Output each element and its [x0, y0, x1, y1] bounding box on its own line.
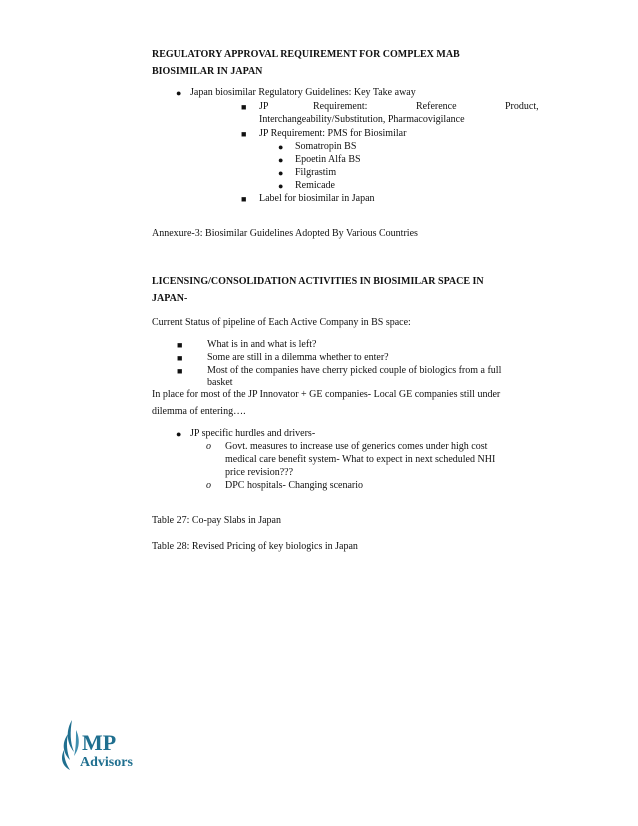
bullet-text: JP specific hurdles and drivers- — [190, 428, 316, 439]
sub-bullet-text-part: Product, — [505, 101, 539, 112]
sub-bullet-text-part: JP — [259, 101, 269, 112]
section-heading-line1: REGULATORY APPROVAL REQUIREMENT FOR COMPLEX MAB — [152, 49, 460, 60]
bullet-dot-icon: ● — [278, 168, 284, 178]
sub-bullet-text: JP Requirement: PMS for Biosimilar — [259, 128, 407, 139]
sub-bullet-text: Label for biosimilar in Japan — [259, 193, 375, 204]
bullet-dot-icon: ● — [278, 155, 284, 165]
logo-text-mp: MP — [82, 730, 117, 755]
bullet-dot-icon: ● — [176, 88, 182, 98]
section-heading-line1: LICENSING/CONSOLIDATION ACTIVITIES IN BIOSIMILAR SPACE IN — [152, 276, 484, 287]
bullet-dot-icon: ● — [278, 181, 284, 191]
bullet-text: Japan biosimilar Regulatory Guidelines: Key Take away — [190, 87, 416, 98]
list-item: Filgrastim — [295, 167, 337, 178]
circle-bullet-icon: o — [206, 441, 211, 452]
table-caption: Table 27: Co-pay Slabs in Japan — [152, 515, 281, 526]
list-item: Some are still in a dilemma whether to enter? — [207, 352, 389, 363]
sub-bullet-text-cont: Interchangeability/Substitution, Pharmacovigilance — [259, 114, 465, 125]
section-heading-line2: JAPAN- — [152, 293, 188, 304]
list-item: Somatropin BS — [295, 141, 357, 152]
square-bullet-icon: ■ — [177, 340, 183, 350]
circle-bullet-icon: o — [206, 480, 211, 491]
paragraph-line: dilemma of entering…. — [152, 406, 246, 417]
sub-bullet-text-cont: price revision??? — [225, 467, 294, 478]
intro-text: Current Status of pipeline of Each Active Company in BS space: — [152, 317, 411, 328]
logo-text-advisors: Advisors — [80, 755, 133, 770]
list-item-cont: basket — [207, 377, 233, 388]
bullet-dot-icon: ● — [176, 429, 182, 439]
mp-advisors-logo — [58, 716, 158, 776]
list-item: Remicade — [295, 180, 335, 191]
list-item: Epoetin Alfa BS — [295, 154, 361, 165]
square-bullet-icon: ■ — [241, 102, 247, 112]
sub-bullet-text-part: Requirement: — [313, 101, 368, 112]
sub-bullet-text: DPC hospitals- Changing scenario — [225, 480, 364, 491]
bullet-dot-icon: ● — [278, 142, 284, 152]
list-item: What is in and what is left? — [207, 339, 317, 350]
annexure-caption: Annexure-3: Biosimilar Guidelines Adopted By Various Countries — [152, 228, 418, 239]
paragraph-line: In place for most of the JP Innovator + GE companies- Local GE companies still under — [152, 389, 501, 400]
square-bullet-icon: ■ — [241, 129, 247, 139]
square-bullet-icon: ■ — [177, 366, 183, 376]
list-item: Most of the companies have cherry picked couple of biologics from a full — [207, 365, 502, 376]
sub-bullet-text-cont: medical care benefit system- What to expect in next scheduled NHI — [225, 454, 496, 465]
section-heading-line2: BIOSIMILAR IN JAPAN — [152, 66, 263, 77]
sub-bullet-text: Govt. measures to increase use of generics comes under high cost — [225, 441, 488, 452]
leaf-icon — [58, 716, 158, 776]
table-caption: Table 28: Revised Pricing of key biologics in Japan — [152, 541, 358, 552]
sub-bullet-text-part: Reference — [416, 101, 457, 112]
square-bullet-icon: ■ — [177, 353, 183, 363]
square-bullet-icon: ■ — [241, 194, 247, 204]
